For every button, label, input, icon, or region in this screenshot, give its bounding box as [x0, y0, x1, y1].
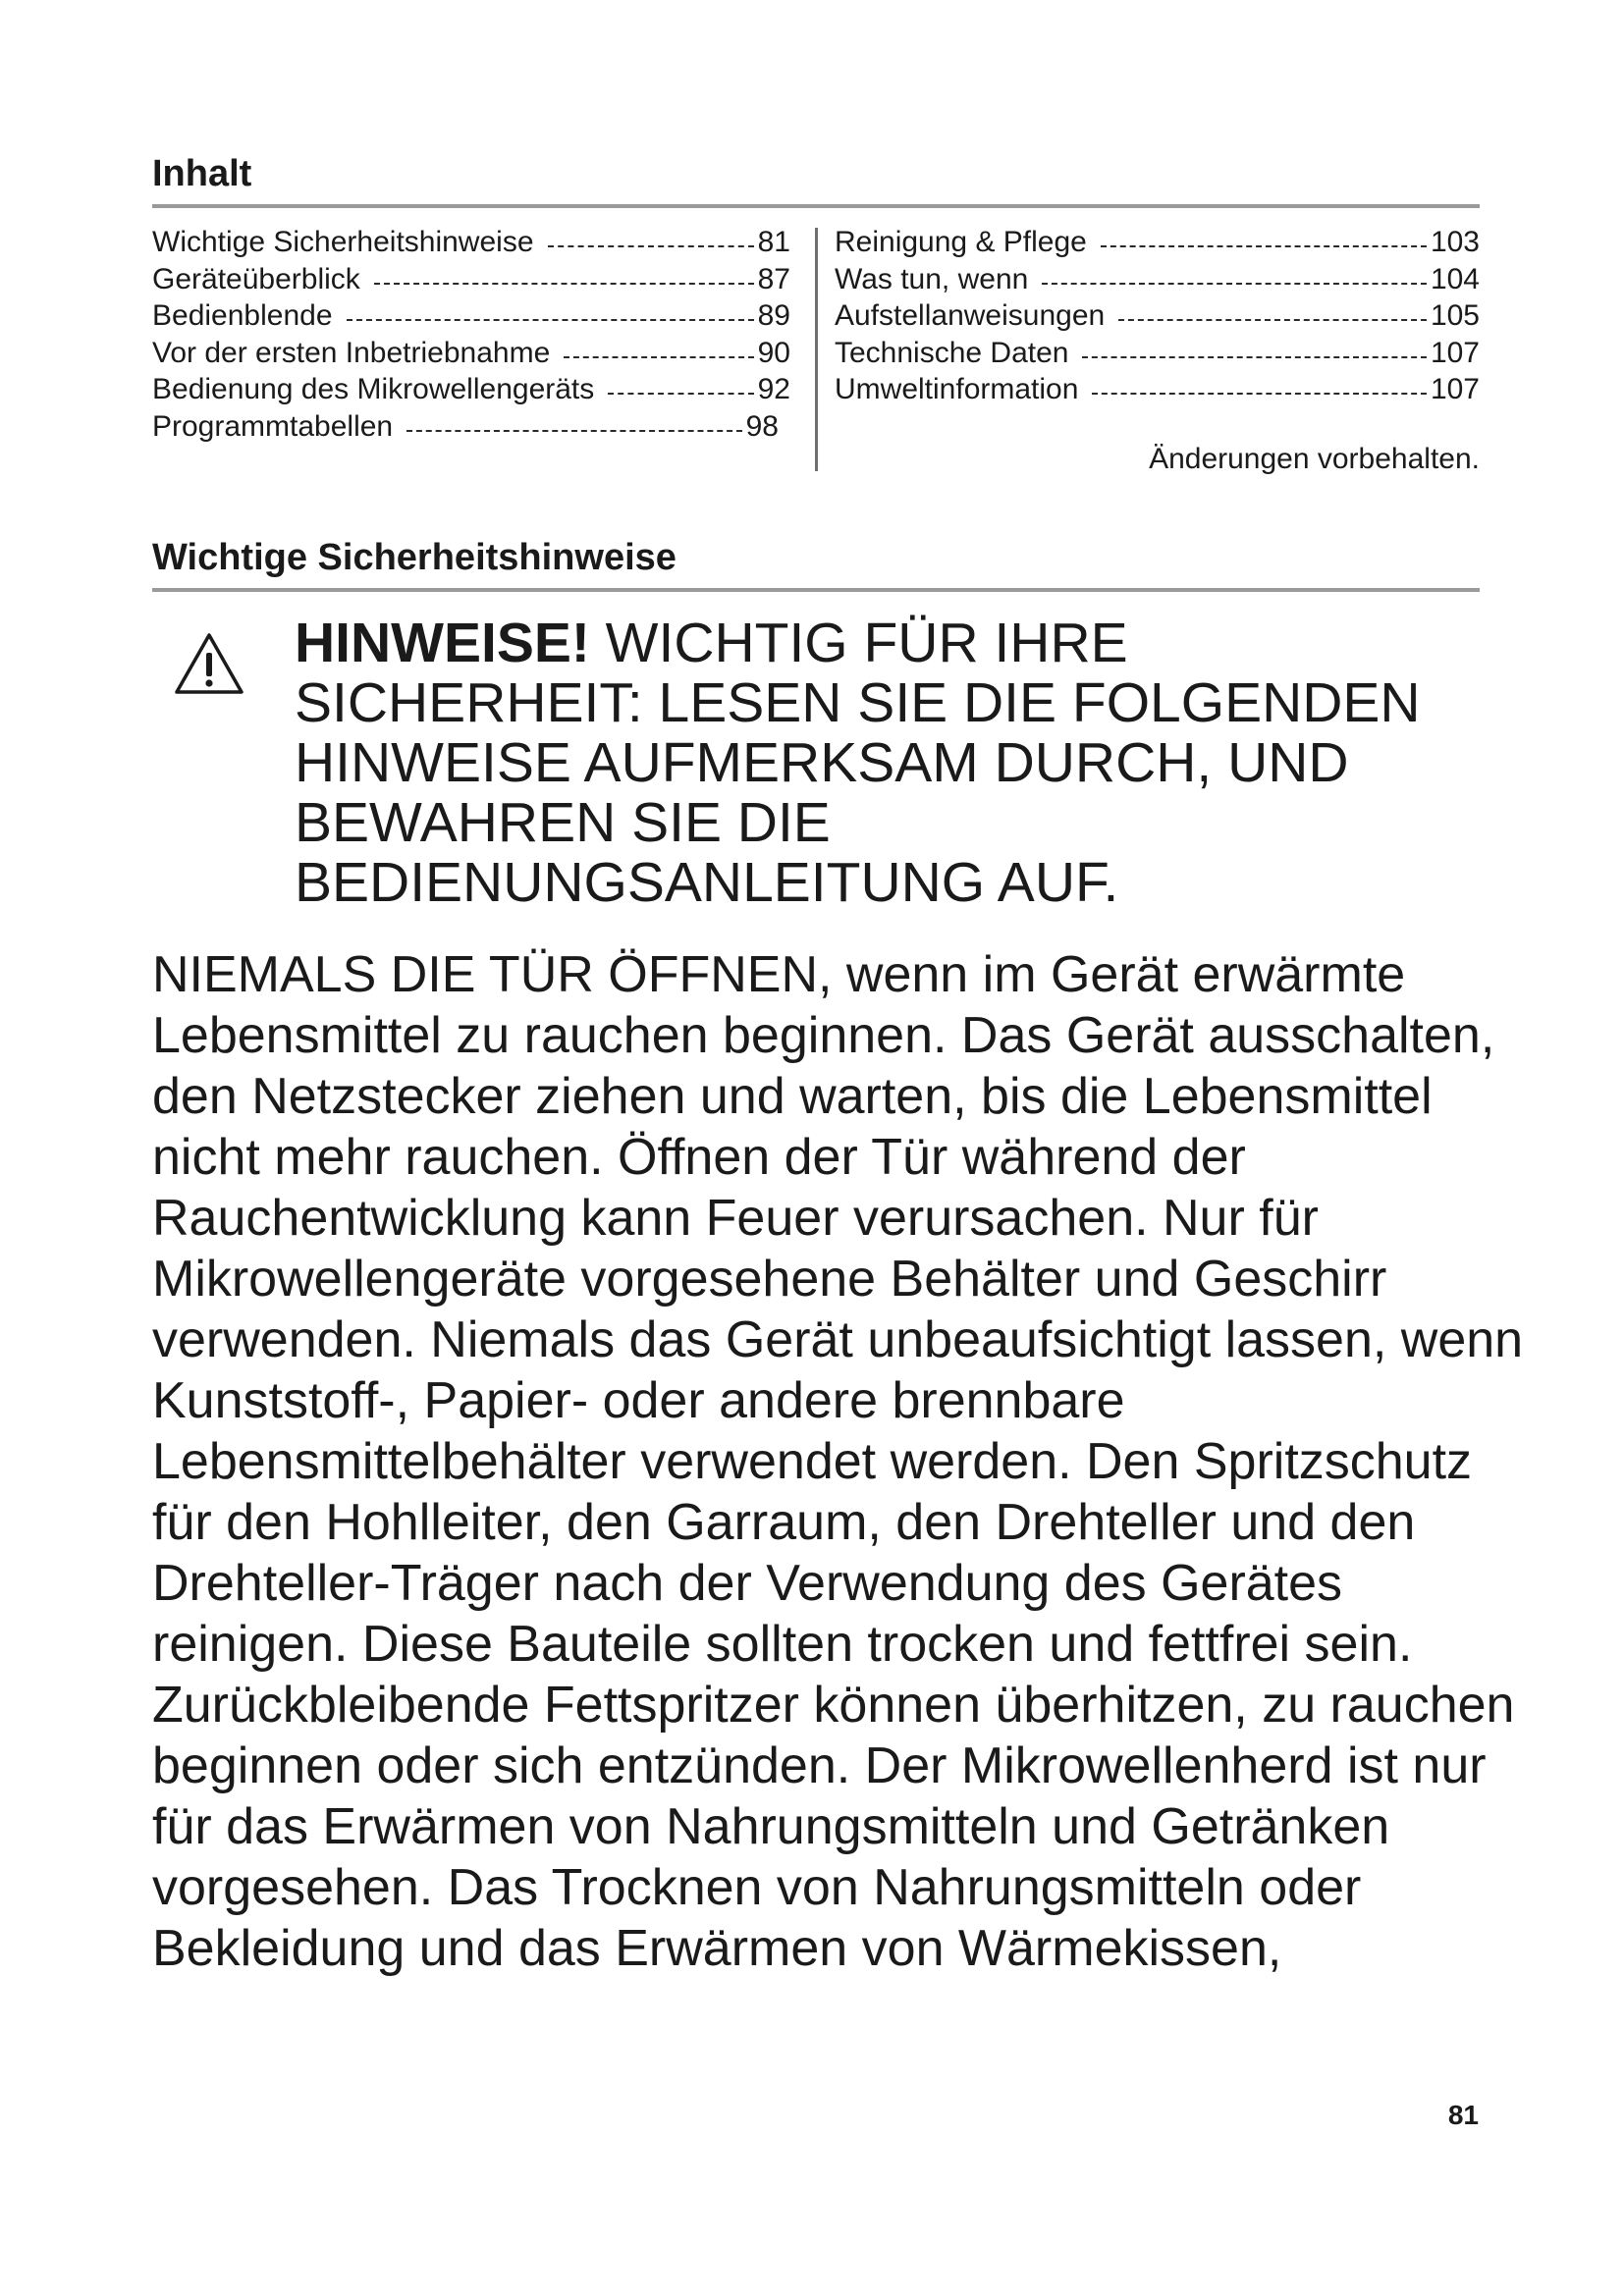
toc-entry[interactable]: [835, 371, 1480, 408]
toc-entry[interactable]: [152, 408, 779, 446]
toc-column-divider: [815, 228, 818, 471]
warning-strong-label: HINWEISE!: [295, 612, 590, 674]
toc-entry-page: 103: [1430, 226, 1480, 258]
toc-dot-leader: [548, 245, 754, 247]
toc-entry-page: 104: [1430, 262, 1480, 295]
safety-heading: Wichtige Sicherheitshinweise: [152, 535, 1480, 592]
toc-entry[interactable]: [152, 371, 790, 408]
toc-dot-leader: [608, 393, 753, 395]
toc-entry[interactable]: [835, 224, 1480, 261]
toc-dot-leader: [1042, 283, 1427, 285]
safety-body-text: NIEMALS DIE TÜR ÖFFNEN, wenn im Gerät erwärmte Lebensmittel zu rauchen beginnen. Das Gerät ausschalten, den Netzstecker ziehen und warten, bis die Lebensmittel nicht mehr rauchen. Öffnen der Tür während der Rauchentwicklung kann Feuer verursachen. Nur für Mikrowellengeräte vorgesehene Behälter und Geschirr verwenden. Niemals das Gerät unbeaufsichtigt lassen, wenn Kunststoff-, Papier- oder andere brennbare Lebensmittelbehälter verwendet werden. Den Spritzschutz für den Hohlleiter, den Garraum, den Drehteller und den Drehteller-Träger nach der Verwendung des Gerätes reinigen. Diese Bauteile sollten trocken und fettfrei sein. Zurückbleibende Fettspritzer können überhitzen, zu rauchen beginnen oder sich entzünden. Der Mikrowellenherd ist nur für das Erwärmen von Nahrungsmitteln und Getränken vorgesehen. Das Trocknen von Nahrungsmitteln oder Bekleidung und das Erwärmen von Wärmekissen,: [152, 946, 1524, 1977]
toc-entry-page: 107: [1430, 373, 1480, 405]
toc-right-column: [835, 224, 1480, 408]
toc-entry-label: Vor der ersten Inbetriebnahme: [152, 336, 551, 369]
toc-entry[interactable]: [152, 335, 790, 372]
toc-left-column: [152, 224, 790, 445]
toc-entry-label: Bedienung des Mikrowellengeräts: [152, 373, 595, 405]
toc-dot-leader: [564, 356, 753, 358]
toc-entry-page: 92: [757, 373, 790, 405]
toc-entry[interactable]: [835, 335, 1480, 372]
toc-entry-label: Bedienblende: [152, 299, 333, 332]
toc-dot-leader: [406, 430, 742, 432]
toc-entry-label: Aufstellanweisungen: [835, 299, 1106, 332]
toc-entry-page: 81: [757, 226, 790, 258]
toc-dot-leader: [347, 319, 754, 321]
toc-entry-page: 89: [757, 299, 790, 332]
toc-dot-leader: [1118, 319, 1427, 321]
toc-dot-leader: [374, 283, 754, 285]
toc-dot-leader: [1092, 393, 1427, 395]
toc-entry-label: Technische Daten: [835, 336, 1069, 369]
toc-entry[interactable]: [152, 297, 790, 335]
toc-entry-label: Was tun, wenn: [835, 262, 1029, 295]
toc-entry-page: 87: [757, 262, 790, 295]
toc-entry-label: Reinigung & Pflege: [835, 226, 1087, 258]
toc-heading: Inhalt: [152, 151, 1480, 208]
toc-entry-page: 90: [757, 336, 790, 369]
toc-entry-label: Umweltinformation: [835, 373, 1079, 405]
toc-entry[interactable]: [152, 224, 790, 261]
toc-entry-page: 107: [1430, 336, 1480, 369]
warning-message: WICHTIG FÜR IHRE SICHERHEIT: LESEN SIE DIE FOLGENDEN HINWEISE AUFMERKSAM DURCH, UND BEWAHREN SIE DIE BEDIENUNGSANLEITUNG AUF.: [295, 612, 1421, 914]
toc-dot-leader: [1082, 356, 1426, 358]
toc-entry[interactable]: [152, 261, 790, 298]
toc-entry[interactable]: [835, 261, 1480, 298]
toc-entry-label: Wichtige Sicherheitshinweise: [152, 226, 534, 258]
toc-dot-leader: [1101, 245, 1427, 247]
toc-entry[interactable]: [835, 297, 1480, 335]
warning-triangle-icon: [174, 631, 244, 696]
toc-entry-label: Programmtabellen: [152, 409, 394, 443]
toc-entry-page: 105: [1430, 299, 1480, 332]
page-number: 81: [1447, 2100, 1479, 2130]
toc-entry-label: Geräteüberblick: [152, 262, 360, 295]
warning-text: [295, 614, 1483, 913]
toc-note: Änderungen vorbehalten.: [1149, 443, 1480, 475]
toc-entry-page: 98: [745, 409, 779, 443]
table-of-contents: [152, 224, 1480, 479]
